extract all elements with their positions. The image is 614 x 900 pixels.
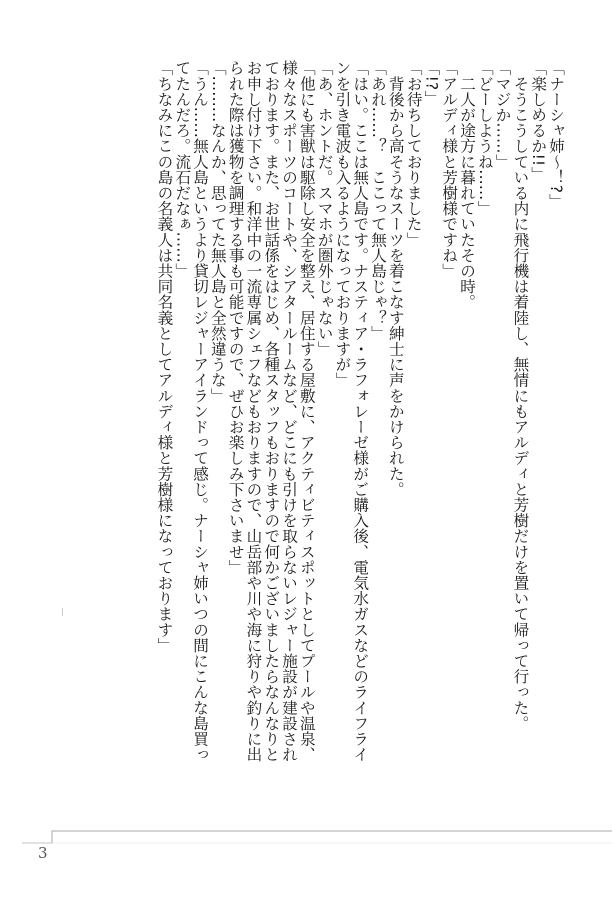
- text-line: 「あれ……？ ここって無人島じゃ？」: [369, 60, 388, 341]
- text-line: 「!?」: [422, 60, 441, 106]
- text-line: ております。また、お世話係をはじめ、各種スタッフもおりますので何かございましたらなんなりと: [262, 60, 281, 762]
- text-line: 「どーしようね……」: [475, 60, 494, 216]
- text-line: 「他にも害獣は駆除し安全を整え、居住する屋敷に、アクティビティスポットとしてプールや温泉、: [297, 60, 316, 762]
- text-line: られた際は獲物を調理する事も可能ですので、ぜひお楽しみ下さいませ」: [226, 60, 245, 575]
- text-line: 二人が途方に暮れていたその時。: [458, 60, 477, 310]
- text-line: そうこうしている内に飛行機は着陸し、無情にもアルディと芳樹だけを置いて帰って行った。: [511, 60, 530, 731]
- text-line: 背後から高そうなスーツを着こなす紳士に声をかけられた。: [386, 60, 405, 497]
- text-line: 「ちなみにこの島の名義人は共同名義としてアルディ様と芳樹様になっております」: [155, 60, 174, 653]
- text-line: 「うん……無人島というより貸切レジャーアイランドって感じ。ナーシャ姉いつの間にこんな島買っ: [191, 60, 210, 762]
- text-line: 様々なスポーツのコートや、シアタールームなど、どこにも引けを取らないレジャー施設が建設され: [280, 60, 299, 762]
- text-line: 「………なんか、思ってた無人島と全然違うな」: [208, 60, 227, 404]
- text-line: 「はい。ここは無人島です。ナスティア・ラフォレーゼ様がご購入後、電気水ガスなどのライフライ: [351, 60, 370, 762]
- text-line: 「ナーシャ姉～！?」: [547, 60, 565, 209]
- text-line: 「お待ちしておりました」: [404, 60, 423, 248]
- text-line: 「アルディ様と芳樹様ですね」: [440, 60, 459, 279]
- text-line: てたんだろ。流石だなぁ……」: [173, 60, 192, 279]
- text-line: 「マジか……」: [493, 60, 512, 170]
- vertical-text-column: [34, 60, 564, 780]
- footer-rule: [22, 830, 612, 844]
- page-number: 3: [38, 844, 48, 862]
- margin-mark: [62, 608, 63, 616]
- text-line: 「あ、ホントだ。スマホが圏外じゃない」: [315, 60, 334, 357]
- text-line: お申し付け下さい。和洋中の一流専属シェフなどもおりますので、山岳部や川や海に狩りや釣りに出: [244, 60, 263, 762]
- text-line: 「楽しめるか!!」: [529, 60, 548, 182]
- text-line: ンを引き電波も入るようになっておりますが」: [333, 60, 352, 388]
